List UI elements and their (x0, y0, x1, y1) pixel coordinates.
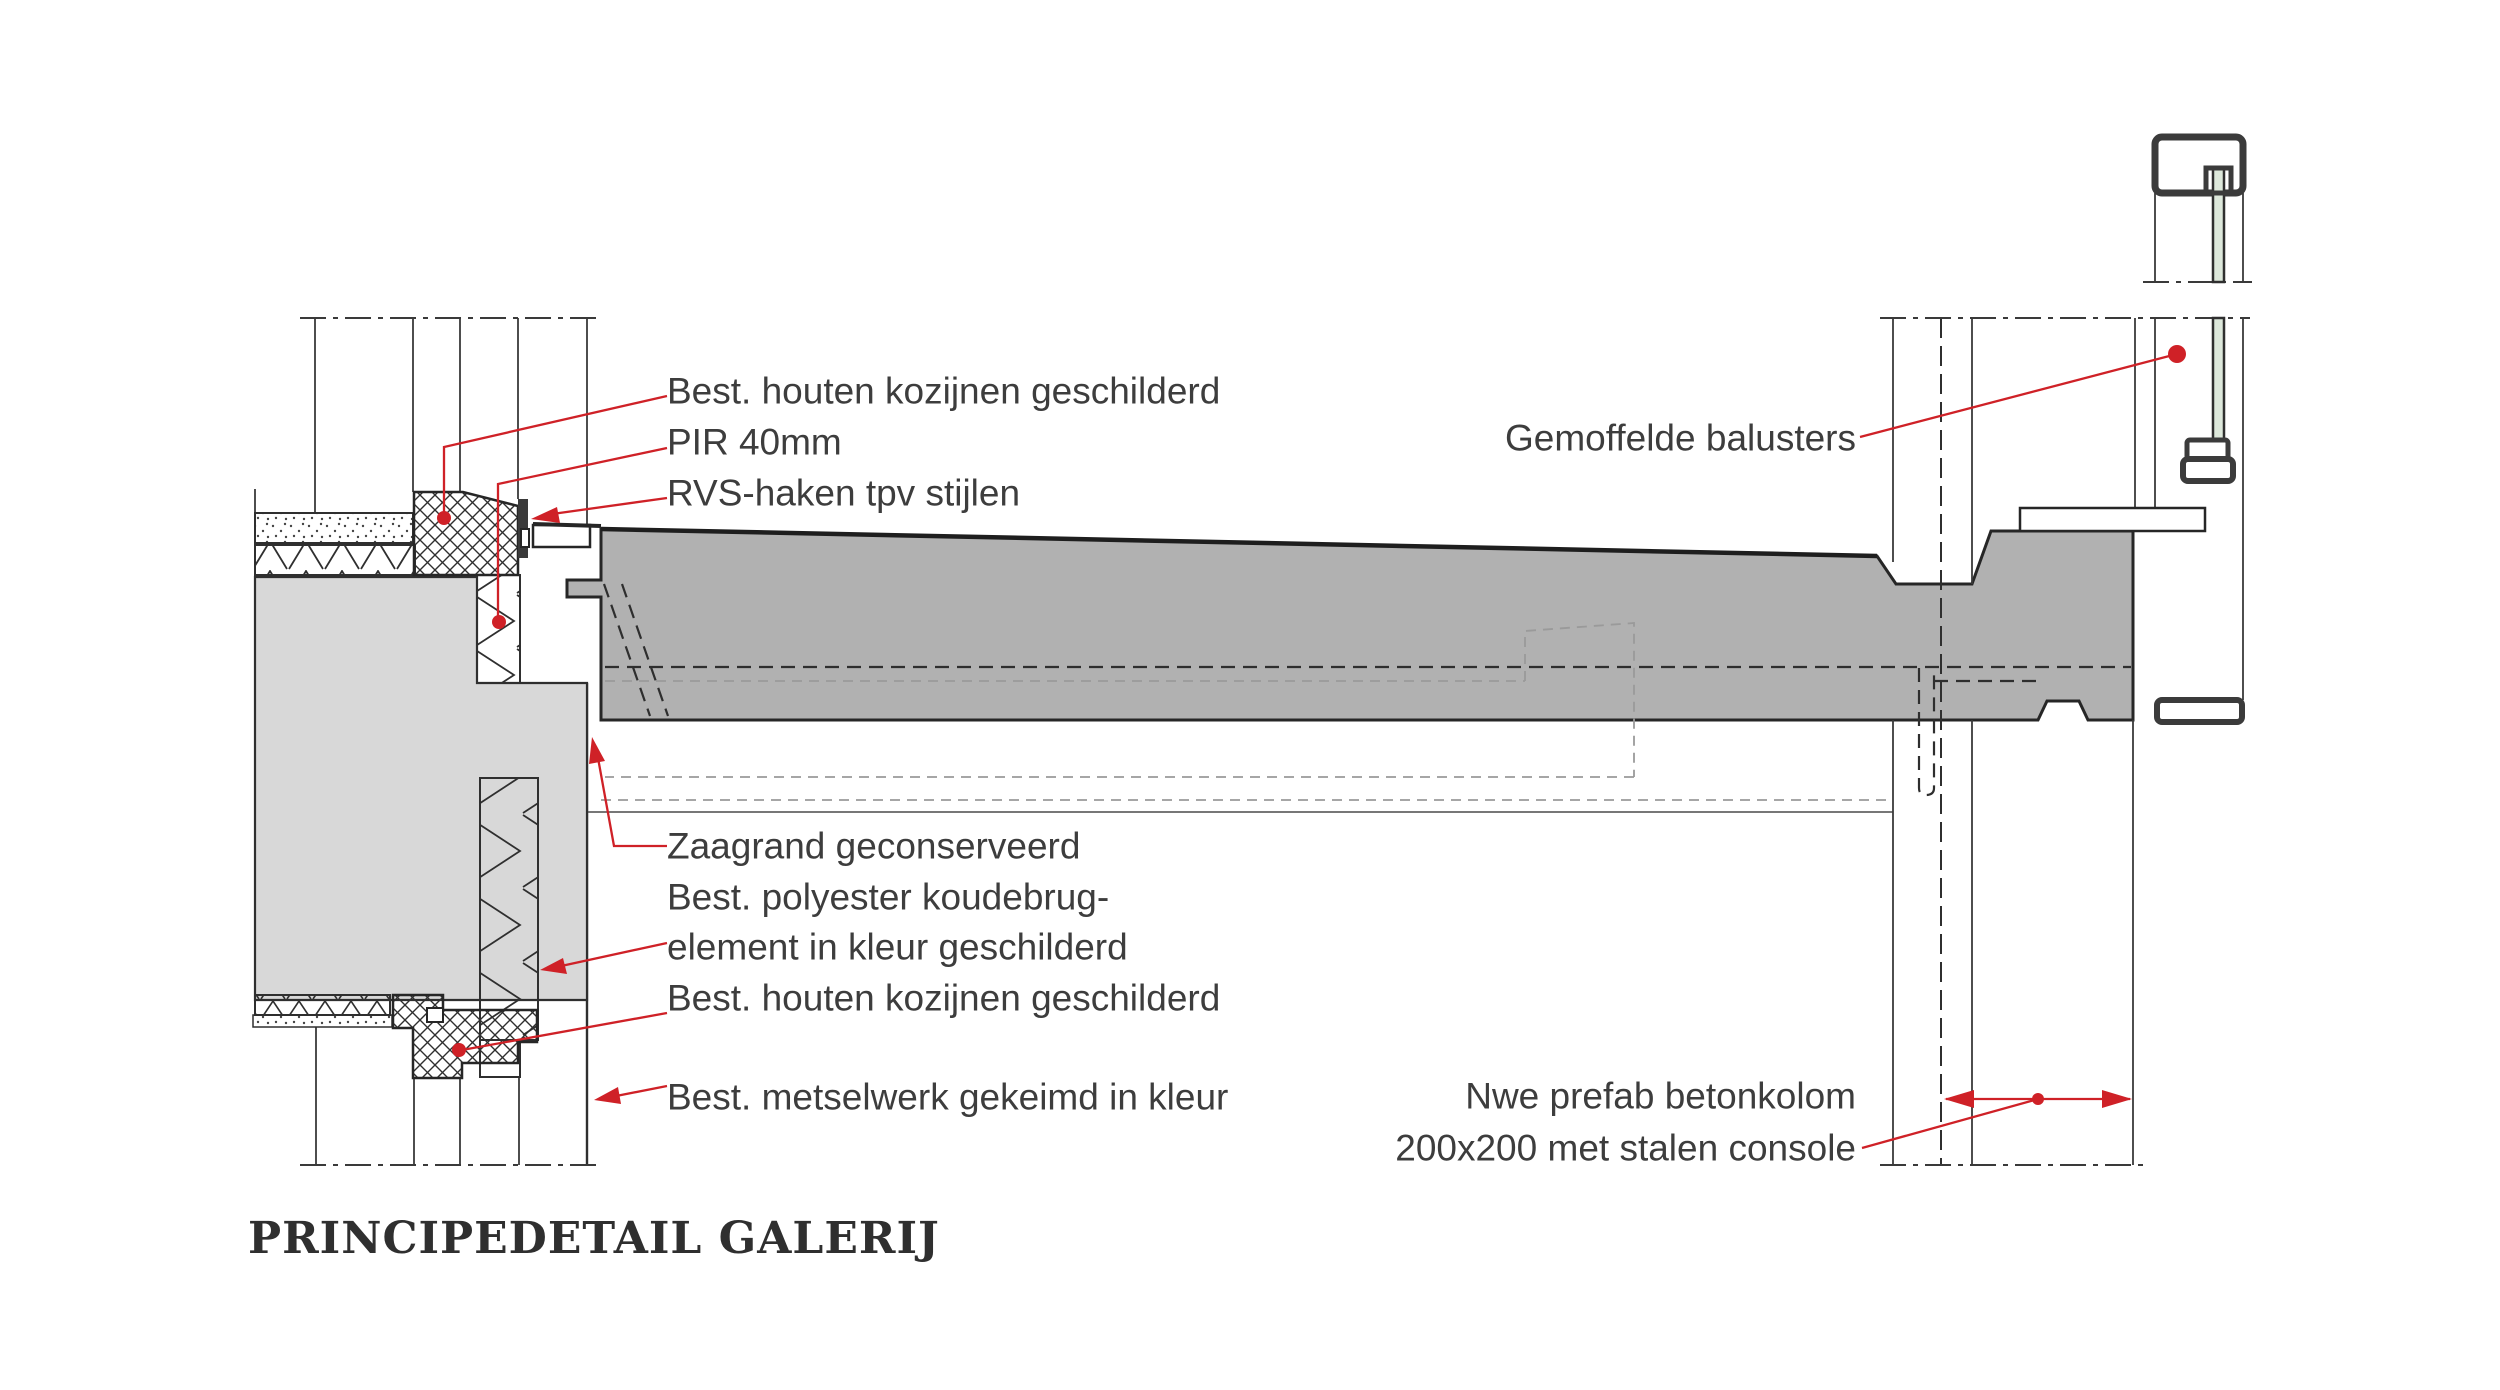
zigzag-insulation-band-top (255, 545, 415, 575)
drawing-title: PRINCIPEDETAIL GALERIJ (248, 1213, 940, 1264)
leader-rvs-haken (545, 498, 667, 515)
rvs-haak-section (521, 529, 529, 547)
galerij-slab (567, 529, 2133, 720)
label-betonkolom-line2: 200x200 met stalen console (1395, 1127, 1856, 1169)
existing-facade-section (253, 318, 601, 1165)
label-metselwerk: Best. metselwerk gekeimd in kleur (667, 1076, 1229, 1118)
label-pir: PIR 40mm (667, 421, 842, 463)
dot-pir (492, 615, 506, 629)
frame-cap-block (533, 525, 590, 547)
wood-frame-bottom-notch (427, 1008, 443, 1022)
cap-flashing-line (533, 524, 601, 526)
arrowhead-rvs-haken (531, 507, 560, 523)
glass-clamp-lower (2183, 459, 2233, 481)
annotation-labels (667, 371, 1856, 1169)
prefab-column-group (1893, 318, 2133, 1165)
leader-betonkolom (1862, 1099, 2038, 1148)
galerij-slab-group (567, 529, 2133, 812)
dot-gemoffelde (2168, 345, 2186, 363)
label-polyester-line2: element in kleur geschilderd (667, 926, 1128, 968)
dot-best-houten-top (437, 511, 451, 525)
polyester-koudebrug-element (480, 778, 538, 1040)
glass-baluster-bottom (2213, 318, 2224, 442)
arrowhead-dim-left (1944, 1090, 1974, 1108)
leader-gemoffelde (1860, 354, 2177, 437)
label-gemoffelde-balusters: Gemoffelde balusters (1504, 417, 1856, 459)
label-polyester-line1: Best. polyester koudebrug- (667, 876, 1110, 918)
label-rvs-haken: RVS-haken tpv stijlen (667, 472, 1021, 514)
zigzag-insulation-band-bottom (255, 995, 390, 1015)
baluster-side-lines-top (2155, 193, 2243, 282)
steel-console-plate (2020, 508, 2205, 531)
column-lines-above-slab (1893, 318, 1972, 584)
label-best-houten-bottom: Best. houten kozijnen geschilderd (667, 977, 1221, 1019)
arrowhead-dim-right (2102, 1090, 2132, 1108)
label-betonkolom-line1: Nwe prefab betonkolom (1465, 1075, 1856, 1117)
glass-baluster-top (2213, 168, 2224, 282)
dot-betonkolom (2032, 1093, 2044, 1105)
arrowhead-metselwerk (594, 1087, 621, 1104)
dot-best-houten-bottom (452, 1043, 466, 1057)
break-lines (300, 282, 2252, 1165)
stipple-insulation-band-bottom (253, 1015, 392, 1027)
stipple-insulation-band-top (255, 513, 413, 543)
leader-zaagrand (596, 747, 667, 846)
railing-bottom-fixing (2157, 700, 2242, 722)
arrowhead-zaagrand (589, 737, 605, 764)
label-best-houten-top: Best. houten kozijnen geschilderd (667, 370, 1221, 412)
wood-frame-top (414, 492, 518, 575)
label-zaagrand: Zaagrand geconserveerd (667, 825, 1081, 867)
